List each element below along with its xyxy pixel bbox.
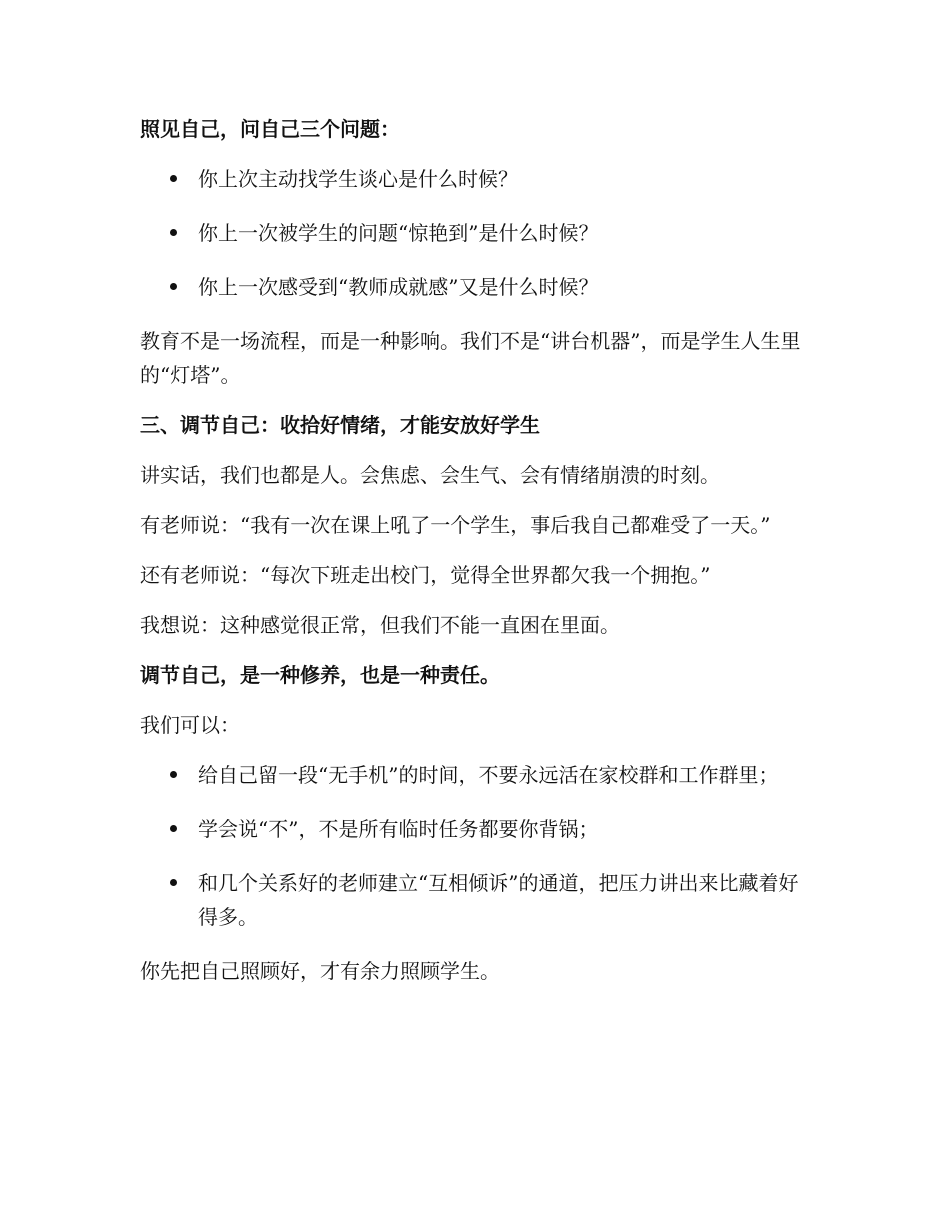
paragraph-teacher-quote-1: 有老师说：“我有一次在课上吼了一个学生，事后我自己都难受了一天。” — [140, 513, 771, 537]
paragraph-education: 教育不是一场流程，而是一种影响。我们不是“讲台机器”，而是学生人生里的“灯塔”。 — [140, 329, 801, 387]
bullet-icon — [170, 771, 177, 778]
list-item — [140, 866, 810, 934]
list-item-text: 和几个关系好的老师建立“互相倾诉”的通道，把压力讲出来比藏着好得多。 — [198, 871, 799, 929]
list-item-text: 给自己留一段“无手机”的时间，不要永远活在家校群和工作群里； — [198, 763, 779, 787]
bullet-icon — [170, 283, 177, 290]
suggestion-list — [140, 758, 810, 934]
bullet-icon — [170, 879, 177, 886]
list-item-text: 你上次主动找学生谈心是什么时候？ — [198, 167, 518, 191]
list-item-text: 学会说“不”，不是所有临时任务都要你背锅； — [198, 817, 599, 841]
paragraph-normal-feeling: 我想说：这种感觉很正常，但我们不能一直困在里面。 — [140, 613, 620, 637]
list-item — [140, 812, 810, 846]
bullet-icon — [170, 175, 177, 182]
list-item-text: 你上一次被学生的问题“惊艳到”是什么时候？ — [198, 221, 599, 245]
question-list — [140, 162, 810, 304]
list-item — [140, 162, 810, 196]
list-item — [140, 758, 810, 792]
paragraph-truth: 讲实话，我们也都是人。会焦虑、会生气、会有情绪崩溃的时刻。 — [140, 463, 720, 487]
paragraph-teacher-quote-2: 还有老师说：“每次下班走出校门，觉得全世界都欠我一个拥抱。” — [140, 563, 711, 587]
list-item — [140, 216, 810, 250]
bullet-icon — [170, 229, 177, 236]
list-item — [140, 270, 810, 304]
bullet-icon — [170, 825, 177, 832]
heading-adjust-responsibility: 调节自己，是一种修养，也是一种责任。 — [140, 663, 500, 687]
document-page — [140, 112, 810, 1004]
paragraph-we-can: 我们可以： — [140, 713, 240, 737]
paragraph-final: 你先把自己照顾好，才有余力照顾学生。 — [140, 959, 500, 983]
section-heading-adjust-self: 三、调节自己：收拾好情绪，才能安放好学生 — [140, 413, 540, 437]
heading-three-questions: 照见自己，问自己三个问题： — [140, 117, 400, 141]
list-item-text: 你上一次感受到“教师成就感”又是什么时候？ — [198, 275, 599, 299]
